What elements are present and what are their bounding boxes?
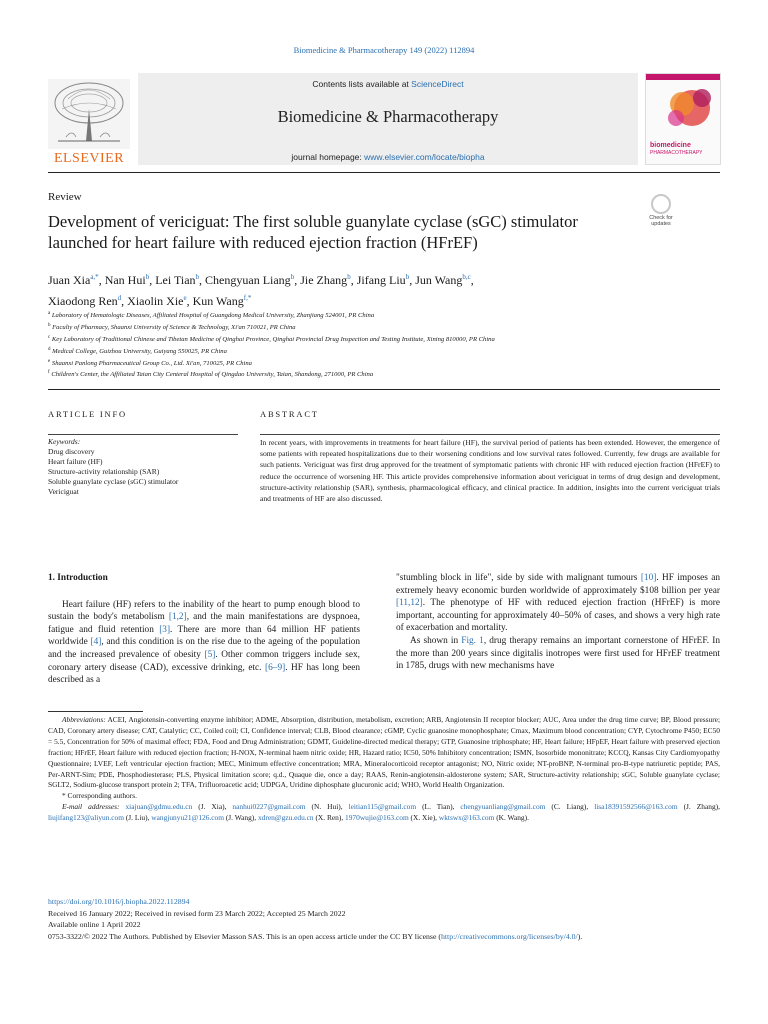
article-info-heading: ARTICLE INFO	[48, 409, 127, 419]
abbreviations-footnote	[48, 715, 720, 791]
footnotes	[48, 715, 720, 824]
affiliations	[48, 309, 720, 380]
affiliation: $^c$ Key Laboratory of Traditional Chinese and Tibetan Medicine of Qinghai Province, Qinghai Provincial Drug Inspection and Testing Institute, Xining 810000, PR China	[48, 334, 495, 343]
paragraph-text: , drug therapy remains an important cornerstone of HFrEF. In the more than 200 years since digitalis inotropes were first used for HFrEF treatment in 1785, drugs with new mechanisms have	[396, 635, 720, 672]
article-type: Review	[48, 191, 82, 203]
author[interactable]: Xiaodong Ren$^d$	[48, 294, 122, 308]
email-owner: (J. Xia),	[192, 802, 233, 812]
email-link[interactable]: chengyuanliang@gmail.com	[460, 802, 546, 812]
available-online: Available online 1 April 2022	[48, 920, 141, 930]
citation-link[interactable]: [11,12]	[396, 598, 423, 609]
contents-prefix: Contents lists available at	[312, 79, 412, 89]
section-heading: 1. Introduction	[48, 573, 108, 583]
keywords-label: Keywords:	[48, 437, 81, 446]
received-dates: Received 16 January 2022; Received in revised form 23 March 2022; Accepted 25 March 2022	[48, 908, 346, 918]
author[interactable]: Lei Tian$^b$	[155, 273, 200, 287]
author[interactable]: Jifang Liu$^b$	[356, 273, 410, 287]
footnote-rule	[48, 711, 143, 712]
abbreviations-text: ACEI, Angiotensin-converting enzyme inhibitor; ADME, Absorption, distribution, metabolism, excretion; ARB, Angiotensin II receptor blocker; AUC, Area under the drug time curve; BP, Blood pressure; CAD, Coronary artery disease; CAT, Catalytic; CC, Coiled coil; CI, Confidence interval; CLB, Blood clearance; cGMP, Cyclic guanosine monophosphate; Cmax, Maximum blood concentration; CYP, Cytochrome P450; EC50 = 5.5, Concentration for 50% of maximal effect; FDA, Food and Drug Administration; GDMT, Guideline-directed medical therapy; GTP, Guanosine triphosphate; HF, Heart failure; HFpEF, Heart failure with preserved ejection fraction; HFrEF, Heart failure with reduced ejection fraction; H-NOX, N-terminal haem nitric oxide; HR, Hazard ratio; IC50, 50% Inhibitory concentration; ISMN, Isosorbide mononitrate; KCCQ, Kansas City Cardiomyopathy Questionnaire; LVEF, Left ventricular ejection fraction; MEC, Minimum effective concentration; MRA, Mineralocorticoid receptor antagonist; NO, Nitric oxide; NT-proBNP, N-terminal pro-B-type natriuretic peptide; PAS, Per-ARNT-Sim; PDE, Phosphodiesterase; PLS, Physical limitation score; q.d., Quaque die, once a day; RAAS, Renin-angiotensin-aldosterone system; SAR, Structure-activity relationship; sGC, Soluble guanylate cyclase; SGLT2, Sodium-glucose transport protein 2; TFA, Trifluoroacetic acid; UDPGA, Uridine diphosphate glucuronic acid; WHO, World Health Organization.	[48, 715, 720, 790]
journal-title: Biomedicine & Pharmacotherapy	[277, 107, 499, 126]
email-link[interactable]: nanhui0227@gmail.com	[232, 802, 306, 812]
affiliation: $^a$ Laboratory of Hematologic Diseases, Affiliated Hospital of Guangdong Medical University, Zhanjiang 524001, PR China	[48, 311, 375, 320]
paragraph-text: , and this condition is on the rise due to the ageing of the population and the increased prevalence of obesity	[48, 637, 360, 660]
paragraph-text: "stumbling block in life", side by side with malignant tumours	[396, 573, 641, 583]
paragraph-text: . The phenotype of HF with reduced ejection fraction (HFrEF) is more important, accounting for approximately 40–50% of cases, and shows a very high rate of exacerbation and mortality.	[396, 598, 720, 634]
keyword[interactable]: Vericiguat	[48, 487, 79, 496]
journal-banner	[48, 73, 720, 168]
paragraph-text: , and the main manifestations are dyspnoea, fatigue and fluid retention	[48, 612, 360, 635]
keyword[interactable]: Heart failure (HF)	[48, 457, 103, 466]
author[interactable]: Kun Wang$^{f,*}$	[192, 294, 252, 308]
affiliation: $^e$ Shaanxi Panlong Pharmaceutical Group Co., Ltd. Xi'an, 710025, PR China	[48, 358, 252, 367]
article-title: Development of vericiguat: The first soluble guanylate cyclase (sGC) stimulator launched for heart failure with reduced ejection fraction (HFrEF)	[48, 212, 578, 252]
publication-info	[48, 896, 720, 942]
email-owner: (X. Ren),	[313, 813, 346, 823]
check-updates-icon	[651, 194, 671, 214]
keywords-block	[48, 434, 238, 497]
author[interactable]: Juan Xia$^{a,*}$	[48, 273, 99, 287]
email-link[interactable]: 1970wujie@163.com	[345, 813, 409, 823]
author[interactable]: Jie Zhang$^b$	[300, 273, 351, 287]
abstract-heading: ABSTRACT	[260, 409, 319, 419]
paragraph-text: As shown in	[410, 635, 462, 646]
elsevier-tree-icon	[48, 79, 130, 149]
email-owner: (X. Xie),	[408, 813, 439, 823]
email-owner: (C. Liang),	[545, 802, 595, 812]
paragraph-text: . There are more than 64 million HF patients worldwide	[48, 624, 361, 648]
email-link[interactable]: lisa18391592566@163.com	[594, 802, 678, 812]
elsevier-logo[interactable]	[48, 73, 130, 165]
email-addresses	[48, 802, 720, 824]
cover-title: biomedicine	[650, 142, 691, 149]
header-rule	[48, 172, 720, 173]
citation-link[interactable]: [4]	[90, 637, 102, 648]
contents-line	[138, 79, 638, 89]
doi-link[interactable]: https://doi.org/10.1016/j.biopha.2022.112894	[48, 897, 190, 906]
citation-link[interactable]: [3]	[159, 624, 171, 635]
email-owner: (N. Hui),	[305, 802, 349, 812]
elsevier-wordmark: ELSEVIER	[53, 151, 125, 166]
paragraph-text: . HF has long been described as a	[48, 662, 360, 686]
homepage-line	[138, 152, 638, 162]
email-owner: (J. Liu),	[123, 813, 152, 823]
paragraph-text: . Other common triggers include sex, coronary artery disease (CAD), excessive drinking, etc.	[48, 649, 360, 673]
body-paragraph	[396, 635, 720, 673]
email-owner: (J. Zhang),	[677, 802, 720, 812]
paragraph-text: . HF imposes an extremely heavy economic burden worldwide of approximately $108 billion per year	[396, 573, 720, 596]
check-updates-label: Check for updates	[649, 215, 673, 227]
citation-link[interactable]: [1,2]	[168, 612, 187, 623]
author[interactable]: Xiaolin Xie$^e$	[127, 294, 187, 308]
citation-link[interactable]: [5]	[204, 649, 216, 660]
affiliation: $^f$ Children's Center, the Affiliated Taian City Centeral Hospital of Qingdao University, Taian, Shandong, 271000, PR China	[48, 370, 374, 379]
paragraph-text: Heart failure (HF) refers to the inability of the heart to pump enough blood to sustain the body's metabolism	[48, 599, 360, 623]
banner-center	[138, 73, 638, 165]
check-for-updates-badge[interactable]	[645, 194, 677, 230]
body-paragraph	[48, 599, 360, 687]
email-owner: (K. Wang).	[494, 813, 529, 823]
homepage-link[interactable]: www.elsevier.com/locate/biopha	[364, 152, 485, 162]
corresponding-note: * Corresponding authors.	[62, 791, 137, 801]
citation-link[interactable]: [6–9]	[265, 662, 286, 673]
email-link[interactable]: liujifang123@aliyun.com	[48, 813, 124, 823]
affiliation: $^b$ Faculty of Pharmacy, Shaanxi University of Science & Technology, Xi'an 710021, PR China	[48, 322, 296, 332]
affiliations-rule	[48, 389, 720, 390]
body-column-left	[48, 572, 360, 687]
abstract-text: In recent years, with improvements in treatments for heart failure (HF), the survival period of patients has been extended. However, the emergence of some patients with repeated hospitalizations due to their worsening conditions and low survival rates followed. Currently, few drugs are available for such patients. Vericiguat was first drug approved for the treatment of symptomatic patients with chronic HF with reduced ejection fraction (HFrEF) to reduce the occurrence of worsening HF. This article provides comprehensive information about vericiguat in terms of drug design and development, structure-activity relationship (SAR), synthesis, pharmacological efficacy, and clinical practice. In addition, insights into the current vericiguat trials and treatments of HF are also discussed.	[260, 434, 720, 504]
keyword[interactable]: Soluble guanylate cyclase (sGC) stimulator	[48, 477, 179, 486]
author[interactable]: Jun Wang$^{b,c}$	[415, 273, 471, 287]
cover-art-icon	[646, 74, 721, 140]
author[interactable]: Chengyuan Liang$^b$	[205, 273, 295, 287]
keyword[interactable]: Drug discovery	[48, 447, 95, 456]
email-owner: (J. Wang),	[224, 813, 258, 823]
running-head[interactable]: Biomedicine & Pharmacotherapy 149 (2022) 112894	[293, 45, 475, 55]
body-paragraph	[396, 572, 720, 635]
author-list: Juan Xia$^{a,*}$, Nan Hui$^b$, Lei Tian$^b$, Chengyuan Liang$^b$, Jie Zhang$^b$, Jifang Liu$^b$, Jun Wang$^{b,c}$, Xiaodong Ren$^d$, Xiaolin Xie$^e$, Kun Wang$^{f,*}$	[48, 273, 474, 308]
citation-link[interactable]: [10]	[640, 573, 657, 583]
citation-link[interactable]: Fig. 1	[461, 635, 484, 646]
email-link[interactable]: leitian115@gmail.com	[348, 802, 417, 812]
cover-subtitle: PHARMACOTHERAPY	[650, 150, 703, 156]
email-link[interactable]: wangjunyu21@126.com	[151, 813, 224, 823]
homepage-prefix: journal homepage:	[291, 152, 365, 162]
journal-cover[interactable]	[645, 73, 721, 165]
sciencedirect-link[interactable]: ScienceDirect	[411, 79, 464, 89]
keyword[interactable]: Structure-activity relationship (SAR)	[48, 467, 160, 476]
license-link[interactable]: http://creativecommons.org/licenses/by/4.0/	[440, 931, 578, 941]
abbreviations-label: Abbreviations:	[62, 715, 106, 724]
email-label: E-mail addresses:	[62, 802, 120, 812]
author[interactable]: Nan Hui$^b$	[104, 273, 150, 287]
email-link[interactable]: xiajuan@gdmu.edu.cn	[125, 802, 193, 812]
email-owner: (L. Tian),	[416, 802, 461, 812]
affiliation: $^d$ Medical College, Guizhou University, Guiyang 550025, PR China	[48, 346, 227, 355]
email-link[interactable]: wktswx@163.com	[438, 813, 495, 823]
license-text: 0753-3322/© 2022 The Authors. Published by Elsevier Masson SAS. This is an open access article under the CC BY license (http://creativecommons.org/licenses/by/4.0/).	[48, 931, 583, 941]
body-column-right	[396, 572, 720, 673]
email-link[interactable]: xdren@gzu.edu.cn	[257, 813, 314, 823]
